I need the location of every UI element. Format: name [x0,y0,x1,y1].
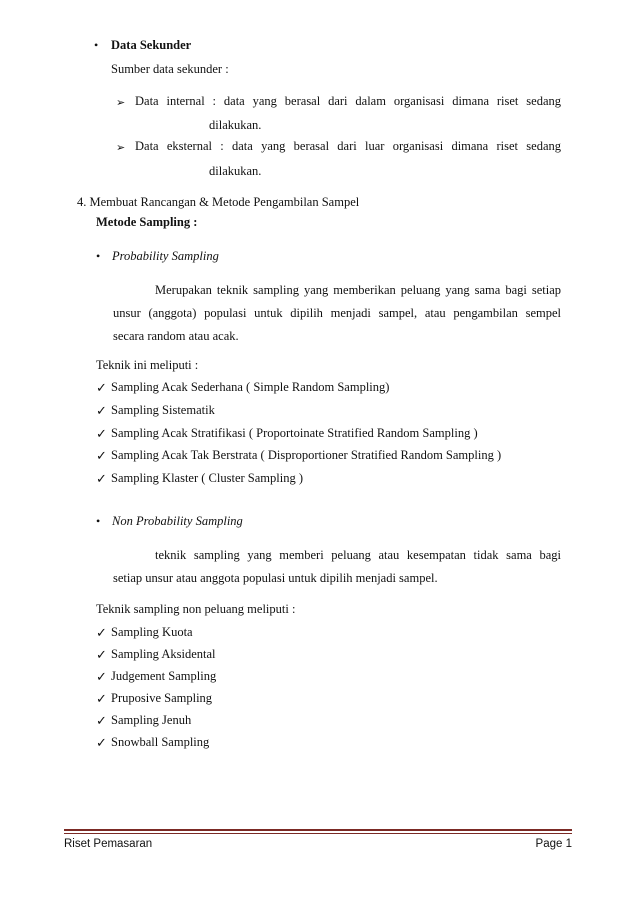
check-icon: ✓ [96,713,107,728]
list-item: Sampling Acak Stratifikasi ( Proportoinate Stratified Random Sampling ) [111,426,478,440]
data-eksternal-line1: Data eksternal : data yang berasal dari luar organisasi dimana riset sedang [135,139,561,153]
probability-para-line3: secara random atau acak. [113,329,239,343]
list-item: Sampling Klaster ( Cluster Sampling ) [111,471,303,485]
bullet-marker: • [96,514,101,528]
list-item: Sampling Jenuh [111,713,192,727]
list-item: Sampling Kuota [111,625,193,639]
non-probability-list-intro: Teknik sampling non peluang meliputi : [96,602,296,616]
data-internal-line2: dilakukan. [209,118,262,132]
list-item: Sampling Aksidental [111,647,216,661]
bullet-marker: • [96,249,101,263]
check-icon: ✓ [96,426,107,441]
probability-para-line1: Merupakan teknik sampling yang memberikan peluang yang sama bagi setiap [155,283,561,297]
section-heading: 4. Membuat Rancangan & Metode Pengambilan Sampel [77,195,360,209]
list-item: Sampling Sistematik [111,403,215,417]
non-probability-para-line1: teknik sampling yang memberi peluang atau kesempatan tidak sama bagi [155,548,561,562]
non-probability-title: Non Probability Sampling [112,514,243,528]
data-internal-line1: Data internal : data yang berasal dari dalam organisasi dimana riset sedang [135,94,561,108]
list-item: Sampling Acak Sederhana ( Simple Random Sampling) [111,380,390,394]
probability-title: Probability Sampling [112,249,219,263]
check-icon: ✓ [96,735,107,750]
check-icon: ✓ [96,669,107,684]
list-item: Sampling Acak Tak Berstrata ( Disproportioner Stratified Random Sampling ) [111,448,502,462]
data-sekunder-subtitle: Sumber data sekunder : [111,62,229,76]
probability-para-line2: unsur (anggota) populasi untuk dipilih menjadi sampel, atau pengambilan sempel [113,306,561,320]
non-probability-para-line2: setiap unsur atau anggota populasi untuk dipilih menjadi sampel. [113,571,438,585]
list-item: Pruposive Sampling [111,691,213,705]
check-icon: ✓ [96,471,107,486]
check-icon: ✓ [96,380,107,395]
arrow-bullet-icon: ➢ [116,142,126,154]
bullet-marker: • [94,38,99,52]
check-icon: ✓ [96,403,107,418]
check-icon: ✓ [96,625,107,640]
footer-divider [64,829,572,831]
check-icon: ✓ [96,448,107,463]
arrow-bullet-icon: ➢ [116,97,126,109]
footer-title: Riset Pemasaran [64,838,153,850]
page-number: Page 1 [535,838,572,850]
data-sekunder-title: Data Sekunder [111,38,192,52]
probability-list-intro: Teknik ini meliputi : [96,358,199,372]
check-icon: ✓ [96,691,107,706]
footer-divider-thin [64,833,572,834]
list-item: Judgement Sampling [111,669,217,683]
check-icon: ✓ [96,647,107,662]
metode-sampling-subheading: Metode Sampling : [96,215,198,229]
data-eksternal-line2: dilakukan. [209,164,262,178]
list-item: Snowball Sampling [111,735,210,749]
